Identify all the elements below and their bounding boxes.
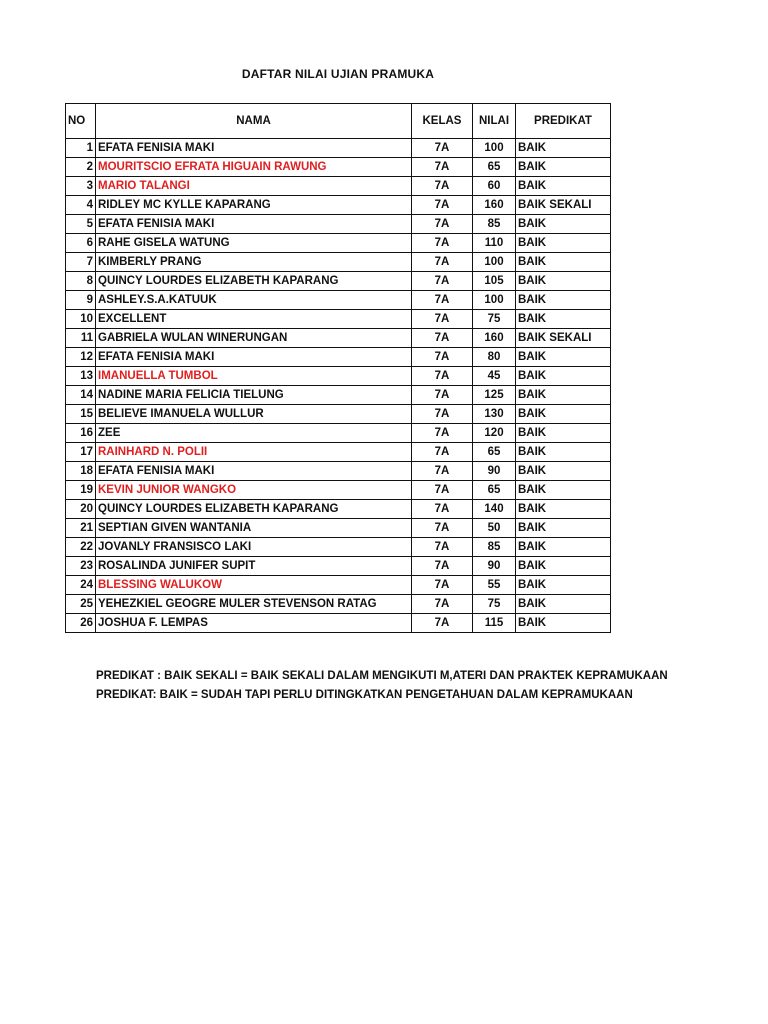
table-row xyxy=(66,158,611,177)
cell-kelas: 7A xyxy=(412,196,473,215)
cell-kelas: 7A xyxy=(412,139,473,158)
cell-nama: ASHLEY.S.A.KATUUK xyxy=(96,291,412,310)
cell-nama: RAHE GISELA WATUNG xyxy=(96,234,412,253)
cell-no: 2 xyxy=(66,158,96,177)
cell-predikat: BAIK xyxy=(516,595,611,614)
cell-nama: RAINHARD N. POLII xyxy=(96,443,412,462)
cell-kelas: 7A xyxy=(412,557,473,576)
table-row xyxy=(66,234,611,253)
cell-kelas: 7A xyxy=(412,481,473,500)
cell-predikat: BAIK xyxy=(516,614,611,633)
header-no: NO xyxy=(66,104,96,139)
cell-no: 18 xyxy=(66,462,96,481)
cell-predikat: BAIK xyxy=(516,291,611,310)
cell-nama: BLESSING WALUKOW xyxy=(96,576,412,595)
cell-no: 8 xyxy=(66,272,96,291)
cell-no: 20 xyxy=(66,500,96,519)
cell-no: 26 xyxy=(66,614,96,633)
cell-predikat: BAIK xyxy=(516,576,611,595)
cell-kelas: 7A xyxy=(412,158,473,177)
cell-nilai: 160 xyxy=(473,329,516,348)
cell-nama: GABRIELA WULAN WINERUNGAN xyxy=(96,329,412,348)
cell-no: 10 xyxy=(66,310,96,329)
cell-predikat: BAIK xyxy=(516,386,611,405)
cell-nama: EFATA FENISIA MAKI xyxy=(96,215,412,234)
table-row xyxy=(66,272,611,291)
cell-nama: IMANUELLA TUMBOL xyxy=(96,367,412,386)
cell-nama: EFATA FENISIA MAKI xyxy=(96,348,412,367)
cell-kelas: 7A xyxy=(412,234,473,253)
cell-no: 1 xyxy=(66,139,96,158)
cell-predikat: BAIK xyxy=(516,215,611,234)
grades-table xyxy=(65,103,611,633)
cell-no: 17 xyxy=(66,443,96,462)
cell-kelas: 7A xyxy=(412,443,473,462)
cell-predikat: BAIK xyxy=(516,348,611,367)
table-row xyxy=(66,462,611,481)
cell-nilai: 90 xyxy=(473,557,516,576)
cell-no: 11 xyxy=(66,329,96,348)
cell-nilai: 85 xyxy=(473,538,516,557)
cell-nama: ROSALINDA JUNIFER SUPIT xyxy=(96,557,412,576)
cell-kelas: 7A xyxy=(412,424,473,443)
cell-no: 24 xyxy=(66,576,96,595)
cell-nilai: 90 xyxy=(473,462,516,481)
table-body xyxy=(66,139,611,633)
cell-nilai: 130 xyxy=(473,405,516,424)
table-row xyxy=(66,177,611,196)
cell-kelas: 7A xyxy=(412,462,473,481)
cell-predikat: BAIK xyxy=(516,538,611,557)
table-row xyxy=(66,405,611,424)
cell-predikat: BAIK SEKALI xyxy=(516,196,611,215)
cell-nilai: 45 xyxy=(473,367,516,386)
cell-kelas: 7A xyxy=(412,614,473,633)
table-header-row xyxy=(66,104,611,139)
table-row xyxy=(66,557,611,576)
cell-nama: JOSHUA F. LEMPAS xyxy=(96,614,412,633)
cell-predikat: BAIK xyxy=(516,405,611,424)
header-nama: NAMA xyxy=(96,104,412,139)
header-kelas: KELAS xyxy=(412,104,473,139)
cell-nilai: 75 xyxy=(473,310,516,329)
cell-nilai: 65 xyxy=(473,443,516,462)
table-row xyxy=(66,329,611,348)
cell-nama: EXCELLENT xyxy=(96,310,412,329)
cell-nilai: 125 xyxy=(473,386,516,405)
note-baik: PREDIKAT: BAIK = SUDAH TAPI PERLU DITINGKATKAN PENGETAHUAN DALAM KEPRAMUKAAN xyxy=(96,689,633,701)
cell-no: 25 xyxy=(66,595,96,614)
cell-predikat: BAIK xyxy=(516,367,611,386)
document-title: DAFTAR NILAI UJIAN PRAMUKA xyxy=(241,67,435,81)
cell-nama: KEVIN JUNIOR WANGKO xyxy=(96,481,412,500)
cell-no: 19 xyxy=(66,481,96,500)
cell-kelas: 7A xyxy=(412,215,473,234)
note-baik-sekali: PREDIKAT : BAIK SEKALI = BAIK SEKALI DALAM MENGIKUTI M,ATERI DAN PRAKTEK KEPRAMUKAAN xyxy=(96,670,668,682)
cell-nama: KIMBERLY PRANG xyxy=(96,253,412,272)
table-row xyxy=(66,367,611,386)
cell-nilai: 115 xyxy=(473,614,516,633)
cell-kelas: 7A xyxy=(412,348,473,367)
cell-kelas: 7A xyxy=(412,500,473,519)
cell-nama: JOVANLY FRANSISCO LAKI xyxy=(96,538,412,557)
cell-nama: SEPTIAN GIVEN WANTANIA xyxy=(96,519,412,538)
cell-nilai: 65 xyxy=(473,158,516,177)
cell-nama: NADINE MARIA FELICIA TIELUNG xyxy=(96,386,412,405)
cell-no: 23 xyxy=(66,557,96,576)
cell-no: 14 xyxy=(66,386,96,405)
table-row xyxy=(66,291,611,310)
cell-predikat: BAIK xyxy=(516,234,611,253)
cell-no: 6 xyxy=(66,234,96,253)
cell-nama: RIDLEY MC KYLLE KAPARANG xyxy=(96,196,412,215)
cell-predikat: BAIK xyxy=(516,443,611,462)
cell-nilai: 105 xyxy=(473,272,516,291)
cell-nama: BELIEVE IMANUELA WULLUR xyxy=(96,405,412,424)
table-row xyxy=(66,538,611,557)
cell-kelas: 7A xyxy=(412,291,473,310)
cell-predikat: BAIK xyxy=(516,310,611,329)
cell-nilai: 80 xyxy=(473,348,516,367)
table-row xyxy=(66,614,611,633)
cell-nilai: 140 xyxy=(473,500,516,519)
cell-predikat: BAIK xyxy=(516,177,611,196)
cell-nama: ZEE xyxy=(96,424,412,443)
cell-predikat: BAIK xyxy=(516,500,611,519)
cell-predikat: BAIK xyxy=(516,557,611,576)
cell-nama: EFATA FENISIA MAKI xyxy=(96,462,412,481)
table-row xyxy=(66,595,611,614)
cell-predikat: BAIK xyxy=(516,424,611,443)
cell-nilai: 110 xyxy=(473,234,516,253)
cell-nama: YEHEZKIEL GEOGRE MULER STEVENSON RATAG xyxy=(96,595,412,614)
cell-kelas: 7A xyxy=(412,367,473,386)
cell-predikat: BAIK SEKALI xyxy=(516,329,611,348)
cell-nilai: 50 xyxy=(473,519,516,538)
cell-no: 15 xyxy=(66,405,96,424)
table-row xyxy=(66,215,611,234)
header-predikat: PREDIKAT xyxy=(516,104,611,139)
cell-nama: MOURITSCIO EFRATA HIGUAIN RAWUNG xyxy=(96,158,412,177)
table-row xyxy=(66,576,611,595)
table-row xyxy=(66,424,611,443)
cell-no: 13 xyxy=(66,367,96,386)
table-row xyxy=(66,348,611,367)
cell-predikat: BAIK xyxy=(516,519,611,538)
cell-predikat: BAIK xyxy=(516,462,611,481)
cell-nilai: 100 xyxy=(473,139,516,158)
cell-no: 4 xyxy=(66,196,96,215)
cell-no: 3 xyxy=(66,177,96,196)
table-row xyxy=(66,196,611,215)
cell-nilai: 100 xyxy=(473,291,516,310)
cell-predikat: BAIK xyxy=(516,481,611,500)
cell-nilai: 120 xyxy=(473,424,516,443)
cell-nama: QUINCY LOURDES ELIZABETH KAPARANG xyxy=(96,272,412,291)
cell-predikat: BAIK xyxy=(516,253,611,272)
cell-nama: MARIO TALANGI xyxy=(96,177,412,196)
cell-nilai: 55 xyxy=(473,576,516,595)
cell-nilai: 85 xyxy=(473,215,516,234)
cell-predikat: BAIK xyxy=(516,272,611,291)
table-row xyxy=(66,139,611,158)
table-row xyxy=(66,310,611,329)
cell-kelas: 7A xyxy=(412,253,473,272)
cell-nilai: 60 xyxy=(473,177,516,196)
cell-kelas: 7A xyxy=(412,177,473,196)
table-row xyxy=(66,386,611,405)
cell-kelas: 7A xyxy=(412,538,473,557)
cell-no: 16 xyxy=(66,424,96,443)
cell-nilai: 75 xyxy=(473,595,516,614)
cell-no: 5 xyxy=(66,215,96,234)
cell-no: 21 xyxy=(66,519,96,538)
header-nilai: NILAI xyxy=(473,104,516,139)
table-row xyxy=(66,443,611,462)
cell-kelas: 7A xyxy=(412,386,473,405)
cell-no: 22 xyxy=(66,538,96,557)
table-row xyxy=(66,500,611,519)
cell-kelas: 7A xyxy=(412,519,473,538)
cell-kelas: 7A xyxy=(412,595,473,614)
cell-predikat: BAIK xyxy=(516,139,611,158)
cell-nilai: 160 xyxy=(473,196,516,215)
table-row xyxy=(66,519,611,538)
cell-kelas: 7A xyxy=(412,576,473,595)
cell-kelas: 7A xyxy=(412,329,473,348)
cell-nama: QUINCY LOURDES ELIZABETH KAPARANG xyxy=(96,500,412,519)
cell-predikat: BAIK xyxy=(516,158,611,177)
table-row xyxy=(66,481,611,500)
cell-nama: EFATA FENISIA MAKI xyxy=(96,139,412,158)
cell-nilai: 65 xyxy=(473,481,516,500)
cell-kelas: 7A xyxy=(412,310,473,329)
cell-kelas: 7A xyxy=(412,272,473,291)
cell-kelas: 7A xyxy=(412,405,473,424)
cell-no: 9 xyxy=(66,291,96,310)
cell-no: 12 xyxy=(66,348,96,367)
cell-no: 7 xyxy=(66,253,96,272)
notes xyxy=(96,667,668,705)
cell-nilai: 100 xyxy=(473,253,516,272)
table-row xyxy=(66,253,611,272)
